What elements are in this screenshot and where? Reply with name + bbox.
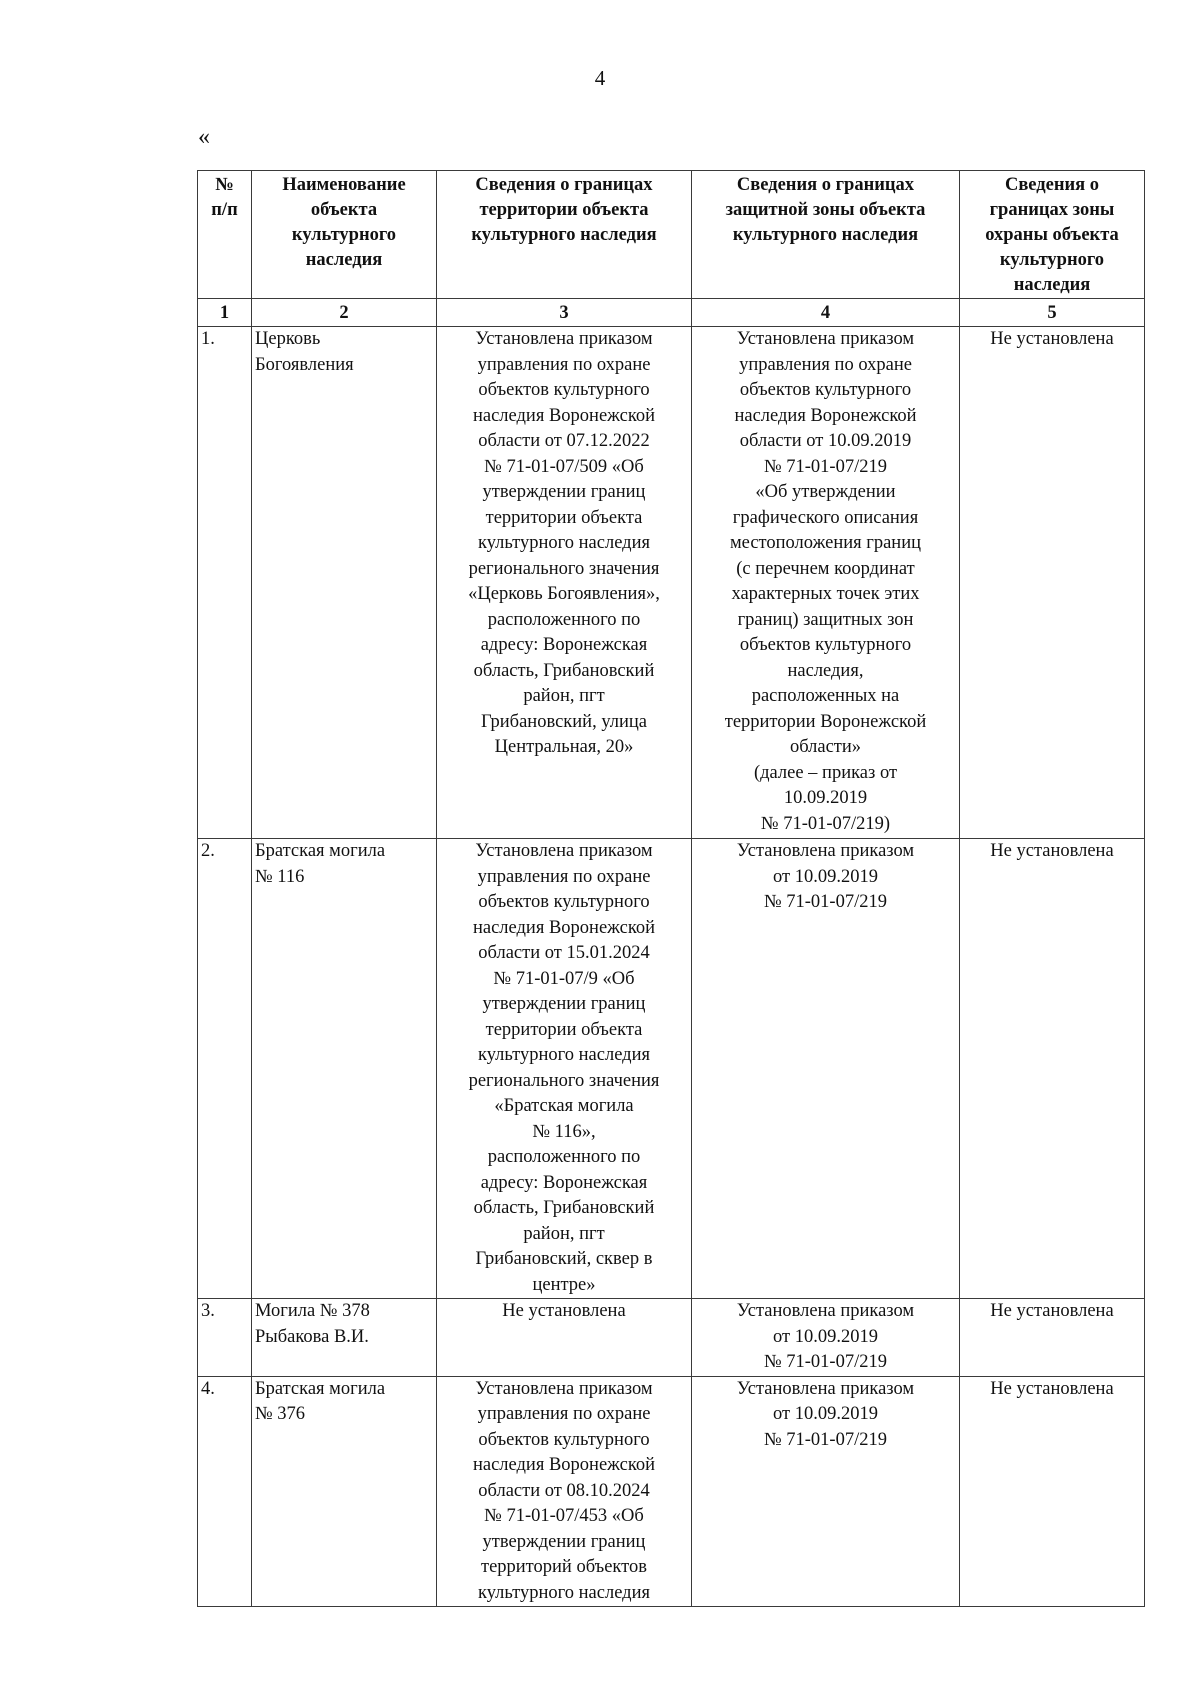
security-zone-cell: Не установлена [960, 1376, 1145, 1607]
table-row [198, 327, 1145, 839]
column-number: 4 [692, 299, 960, 327]
row-number-cell: 3. [198, 1299, 252, 1377]
table-row [198, 1376, 1145, 1607]
row-number-cell: 1. [198, 327, 252, 839]
header-row-number: № п/п [198, 171, 252, 299]
column-number: 2 [252, 299, 437, 327]
protective-zone-cell: Установлена приказом от 10.09.2019 № 71-01-07/219 [692, 1299, 960, 1377]
protective-zone-cell: Установлена приказом от 10.09.2019 № 71-01-07/219 [692, 1376, 960, 1607]
row-number-cell: 4. [198, 1376, 252, 1607]
security-zone-cell: Не установлена [960, 327, 1145, 839]
territory-cell: Установлена приказом управления по охране объектов культурного наследия Воронежской области от 07.12.2022 № 71-01-07/509 «Об утверждении границ территории объекта культурного наследия регионального значения «Церковь Богоявления», расположенного по адресу: Воронежская область, Грибановский район, пгт Грибановский, улица Центральная, 20» [437, 327, 692, 839]
opening-quote-mark: « [198, 124, 210, 150]
page-number: 4 [594, 66, 606, 90]
object-name-cell: Братская могила № 376 [252, 1376, 437, 1607]
header-protective-zone-boundaries: Сведения о границах защитной зоны объекта культурного наследия [692, 171, 960, 299]
protective-zone-cell: Установлена приказом от 10.09.2019 № 71-01-07/219 [692, 839, 960, 1299]
header-security-zone-boundaries: Сведения о границах зоны охраны объекта культурного наследия [960, 171, 1145, 299]
heritage-objects-table [197, 170, 1145, 1607]
column-number-row [198, 299, 1145, 327]
table-row [198, 1299, 1145, 1377]
object-name-cell: Могила № 378 Рыбакова В.И. [252, 1299, 437, 1377]
security-zone-cell: Не установлена [960, 1299, 1145, 1377]
territory-cell: Не установлена [437, 1299, 692, 1377]
column-number: 1 [198, 299, 252, 327]
object-name-cell: Церковь Богоявления [252, 327, 437, 839]
territory-cell: Установлена приказом управления по охране объектов культурного наследия Воронежской области от 15.01.2024 № 71-01-07/9 «Об утверждении границ территории объекта культурного наследия регионального значения «Братская могила № 116», расположенного по адресу: Воронежская область, Грибановский район, пгт Грибановский, сквер в центре» [437, 839, 692, 1299]
header-object-name: Наименование объекта культурного наследия [252, 171, 437, 299]
security-zone-cell: Не установлена [960, 839, 1145, 1299]
column-number: 5 [960, 299, 1145, 327]
territory-cell: Установлена приказом управления по охране объектов культурного наследия Воронежской области от 08.10.2024 № 71-01-07/453 «Об утверждении границ территорий объектов культурного наследия [437, 1376, 692, 1607]
table-header-row [198, 171, 1145, 299]
header-territory-boundaries: Сведения о границах территории объекта культурного наследия [437, 171, 692, 299]
object-name-cell: Братская могила № 116 [252, 839, 437, 1299]
protective-zone-cell: Установлена приказом управления по охране объектов культурного наследия Воронежской области от 10.09.2019 № 71-01-07/219 «Об утверждении графического описания местоположения границ (с перечнем координат характерных точек этих границ) защитных зон объектов культурного наследия, расположенных на территории Воронежской области» (далее – приказ от 10.09.2019 № 71-01-07/219) [692, 327, 960, 839]
row-number-cell: 2. [198, 839, 252, 1299]
table-row [198, 839, 1145, 1299]
column-number: 3 [437, 299, 692, 327]
